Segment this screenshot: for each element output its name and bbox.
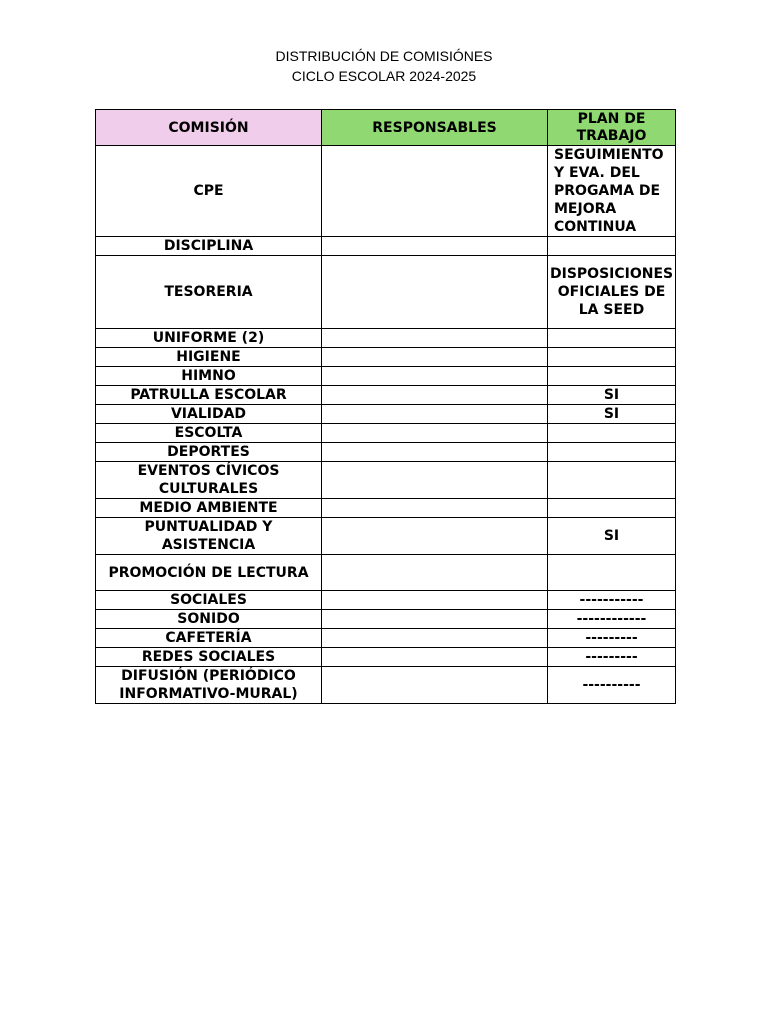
cell-plan: --------- — [548, 629, 676, 648]
table-row — [96, 443, 676, 462]
cell-comision: EVENTOS CÍVICOS CULTURALES — [96, 462, 322, 499]
cell-comision: PROMOCIÓN DE LECTURA — [96, 555, 322, 591]
cell-comision: CPE — [96, 146, 322, 237]
cell-comision: MEDIO AMBIENTE — [96, 499, 322, 518]
table-row — [96, 591, 676, 610]
cell-responsables — [322, 348, 548, 367]
cell-comision: CAFETERÍA — [96, 629, 322, 648]
table-row — [96, 237, 676, 256]
cell-responsables — [322, 629, 548, 648]
cell-plan — [548, 424, 676, 443]
cell-responsables — [322, 462, 548, 499]
cell-responsables — [322, 424, 548, 443]
table-row — [96, 629, 676, 648]
cell-comision: DIFUSIÓN (PERIÓDICO INFORMATIVO-MURAL) — [96, 667, 322, 704]
cell-comision: TESORERIA — [96, 256, 322, 329]
header-comision: COMISIÓN — [96, 110, 322, 146]
cell-plan: SI — [548, 405, 676, 424]
table-row — [96, 329, 676, 348]
cell-plan — [548, 443, 676, 462]
table-row — [96, 405, 676, 424]
table-row — [96, 462, 676, 499]
table-row — [96, 667, 676, 704]
header-responsables: RESPONSABLES — [322, 110, 548, 146]
cell-comision: ESCOLTA — [96, 424, 322, 443]
cell-plan: SI — [548, 518, 676, 555]
cell-comision: REDES SOCIALES — [96, 648, 322, 667]
table-row — [96, 518, 676, 555]
cell-comision: UNIFORME (2) — [96, 329, 322, 348]
cell-responsables — [322, 591, 548, 610]
cell-plan — [548, 499, 676, 518]
cell-responsables — [322, 237, 548, 256]
cell-comision: HIMNO — [96, 367, 322, 386]
cell-responsables — [322, 610, 548, 629]
cell-plan: DISPOSICIONES OFICIALES DE LA SEED — [548, 256, 676, 329]
cell-plan — [548, 348, 676, 367]
table-row — [96, 424, 676, 443]
cell-plan — [548, 555, 676, 591]
cell-responsables — [322, 648, 548, 667]
table-row — [96, 386, 676, 405]
cell-comision: SOCIALES — [96, 591, 322, 610]
cell-plan: SEGUIMIENTO Y EVA. DEL PROGAMA DE MEJORA CONTINUA — [548, 146, 676, 237]
cell-plan — [548, 237, 676, 256]
table-row — [96, 555, 676, 591]
cell-comision: VIALIDAD — [96, 405, 322, 424]
cell-responsables — [322, 667, 548, 704]
table-header-row — [96, 110, 676, 146]
cell-comision: DEPORTES — [96, 443, 322, 462]
comisiones-table — [95, 109, 676, 704]
cell-comision: SONIDO — [96, 610, 322, 629]
cell-plan — [548, 367, 676, 386]
document-subtitle: CICLO ESCOLAR 2024-2025 — [291, 68, 477, 84]
cell-plan — [548, 329, 676, 348]
cell-plan — [548, 462, 676, 499]
table-row — [96, 146, 676, 237]
cell-plan: SI — [548, 386, 676, 405]
cell-responsables — [322, 518, 548, 555]
cell-comision: PUNTUALIDAD Y ASISTENCIA — [96, 518, 322, 555]
table-row — [96, 610, 676, 629]
table-row — [96, 256, 676, 329]
cell-responsables — [322, 146, 548, 237]
cell-responsables — [322, 386, 548, 405]
table-row — [96, 348, 676, 367]
table-row — [96, 367, 676, 386]
cell-responsables — [322, 443, 548, 462]
cell-responsables — [322, 405, 548, 424]
cell-plan: ---------- — [548, 667, 676, 704]
document-title: DISTRIBUCIÓN DE COMISIÓNES — [275, 48, 493, 64]
cell-responsables — [322, 329, 548, 348]
cell-comision: DISCIPLINA — [96, 237, 322, 256]
table-row — [96, 499, 676, 518]
cell-responsables — [322, 256, 548, 329]
header-plan-de-trabajo: PLAN DE TRABAJO — [548, 110, 676, 146]
cell-plan: ----------- — [548, 591, 676, 610]
table-row — [96, 648, 676, 667]
cell-plan: --------- — [548, 648, 676, 667]
cell-responsables — [322, 499, 548, 518]
cell-plan: ------------ — [548, 610, 676, 629]
cell-comision: HIGIENE — [96, 348, 322, 367]
cell-responsables — [322, 367, 548, 386]
cell-comision: PATRULLA ESCOLAR — [96, 386, 322, 405]
cell-responsables — [322, 555, 548, 591]
